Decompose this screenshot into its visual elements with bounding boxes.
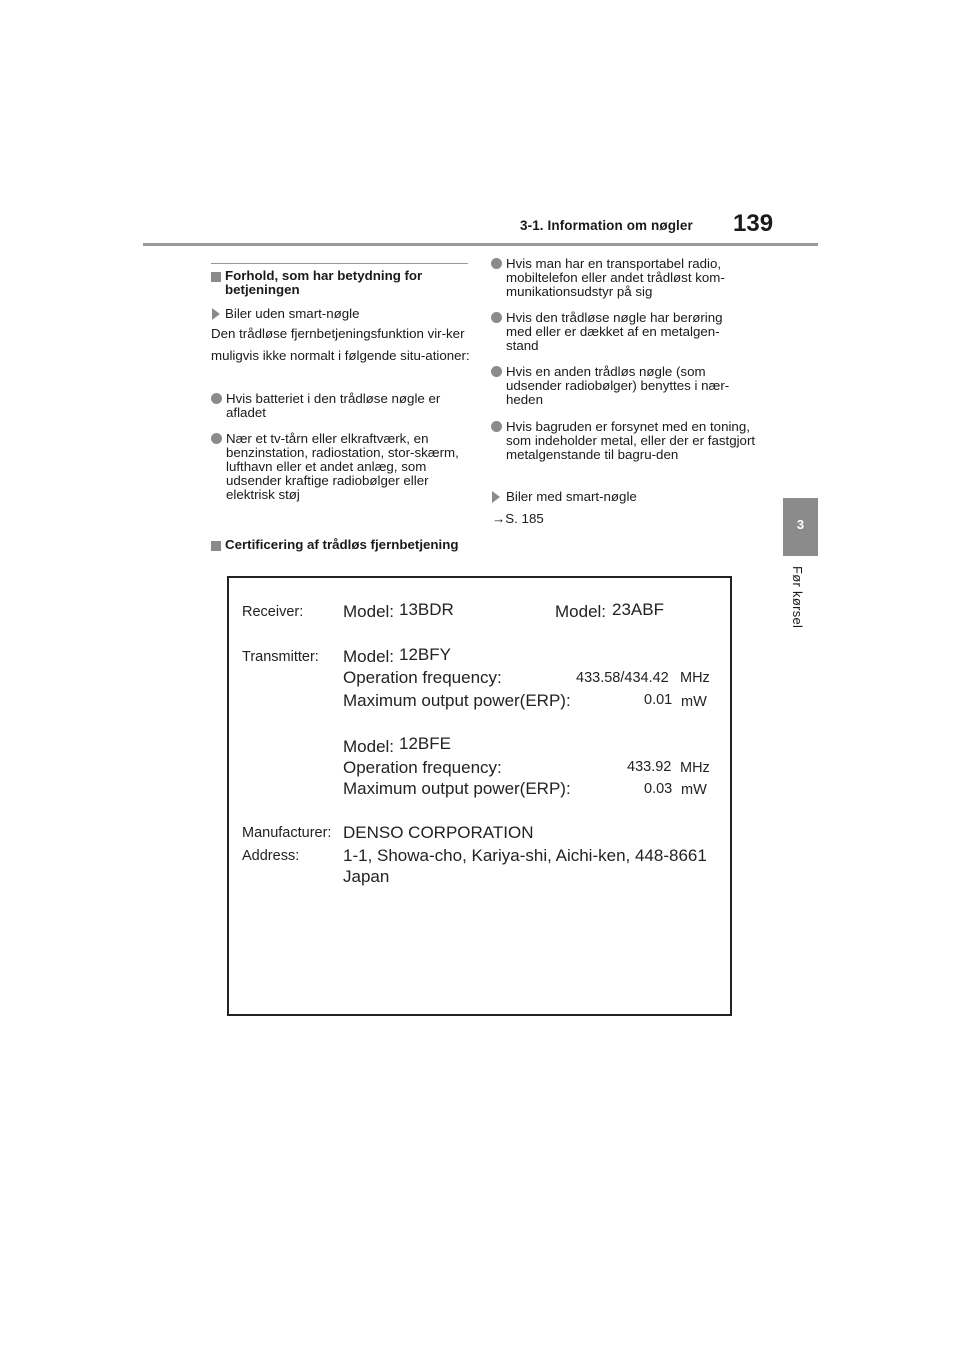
round-bullet-icon xyxy=(211,393,222,404)
unit-mw: mW xyxy=(681,694,707,710)
round-bullet-icon xyxy=(211,433,222,444)
square-bullet-icon xyxy=(211,272,221,282)
subheading-no-smart-key: Biler uden smart-nøgle xyxy=(225,306,360,321)
arrow-right-icon: → xyxy=(492,511,506,526)
heading-certification: Certificering af trådløs fjernbetjening xyxy=(225,537,459,552)
header-rule xyxy=(143,243,818,246)
manufacturer-name: DENSO CORPORATION xyxy=(343,823,534,842)
round-bullet-icon xyxy=(491,258,502,269)
square-bullet-icon xyxy=(211,541,221,551)
transmitter-2-power: 0.03 xyxy=(644,781,673,797)
address-label: Address: xyxy=(242,848,300,864)
intro-paragraph: Den trådløse fjernbetjeningsfunktion vir-ker muligvis ikke normalt i følgende situ-ationer: xyxy=(211,326,470,363)
receiver-model-2: 23ABF xyxy=(612,600,664,619)
round-bullet-icon xyxy=(491,421,502,432)
bullet-item: Hvis en anden trådløs nøgle (som udsender radiobølger) benyttes i nær-heden xyxy=(506,364,730,407)
chapter-number: 3 xyxy=(796,517,805,532)
transmitter-model-2: 12BFE xyxy=(399,734,451,753)
manufacturer-label: Manufacturer: xyxy=(242,825,332,841)
model-label: Model: xyxy=(555,602,607,621)
model-label: Model: xyxy=(343,737,395,756)
triangle-bullet-icon xyxy=(212,308,220,320)
receiver-label: Receiver: xyxy=(242,604,304,620)
round-bullet-icon xyxy=(491,366,502,377)
section-title: 3-1. Information om nøgler xyxy=(520,218,693,233)
model-label: Model: xyxy=(343,602,395,621)
transmitter-1-power: 0.01 xyxy=(644,692,673,708)
model-label: Model: xyxy=(343,647,395,666)
transmitter-1-frequency: 433.58/434.42 xyxy=(576,670,669,686)
transmitter-2-frequency: 433.92 xyxy=(627,759,672,775)
chapter-label: Før kørsel xyxy=(790,566,805,629)
bullet-item: Hvis den trådløse nøgle har berøring med eller er dækket af en metalgen-stand xyxy=(506,310,723,353)
round-bullet-icon xyxy=(491,312,502,323)
unit-mw: mW xyxy=(681,782,707,798)
address-line-1: 1-1, Showa-cho, Kariya-shi, Aichi-ken, 448-8661 xyxy=(343,846,707,865)
max-output-power-label: Maximum output power(ERP): xyxy=(343,691,571,710)
bullet-item: Hvis batteriet i den trådløse nøgle er afladet xyxy=(226,391,441,420)
address-line-2: Japan xyxy=(343,867,390,886)
operation-frequency-label: Operation frequency: xyxy=(343,668,502,687)
unit-mhz: MHz xyxy=(680,670,710,686)
heading-conditions: Forhold, som har betydning for betjeningen xyxy=(225,268,423,297)
max-output-power-label: Maximum output power(ERP): xyxy=(343,779,571,798)
bullet-item: Hvis man har en transportabel radio, mobiltelefon eller andet trådløst kom-munikationsudstyr på sig xyxy=(506,256,725,299)
page-number: 139 xyxy=(733,210,774,237)
transmitter-model-1: 12BFY xyxy=(399,645,451,664)
bullet-item: Nær et tv-tårn eller elkraftværk, en benzinstation, radiostation, stor-skærm, lufthavn eller et andet anlæg, som udsender kraftige radiobølger eller elektrisk støj xyxy=(226,431,459,502)
subheading-smart-key: Biler med smart-nøgle xyxy=(506,489,637,504)
chapter-tab xyxy=(783,498,818,556)
bullet-item: Hvis bagruden er forsynet med en toning, som indeholder metal, eller der er fastgjort metalgenstande til bagru-den xyxy=(506,419,756,462)
operation-frequency-label: Operation frequency: xyxy=(343,758,502,777)
triangle-bullet-icon xyxy=(492,491,500,503)
transmitter-label: Transmitter: xyxy=(242,649,319,665)
page-reference xyxy=(492,512,544,526)
unit-mhz: MHz xyxy=(680,760,710,776)
receiver-model-1: 13BDR xyxy=(399,600,454,619)
page-reference-text: S. 185 xyxy=(505,511,544,526)
column-rule xyxy=(211,263,468,264)
